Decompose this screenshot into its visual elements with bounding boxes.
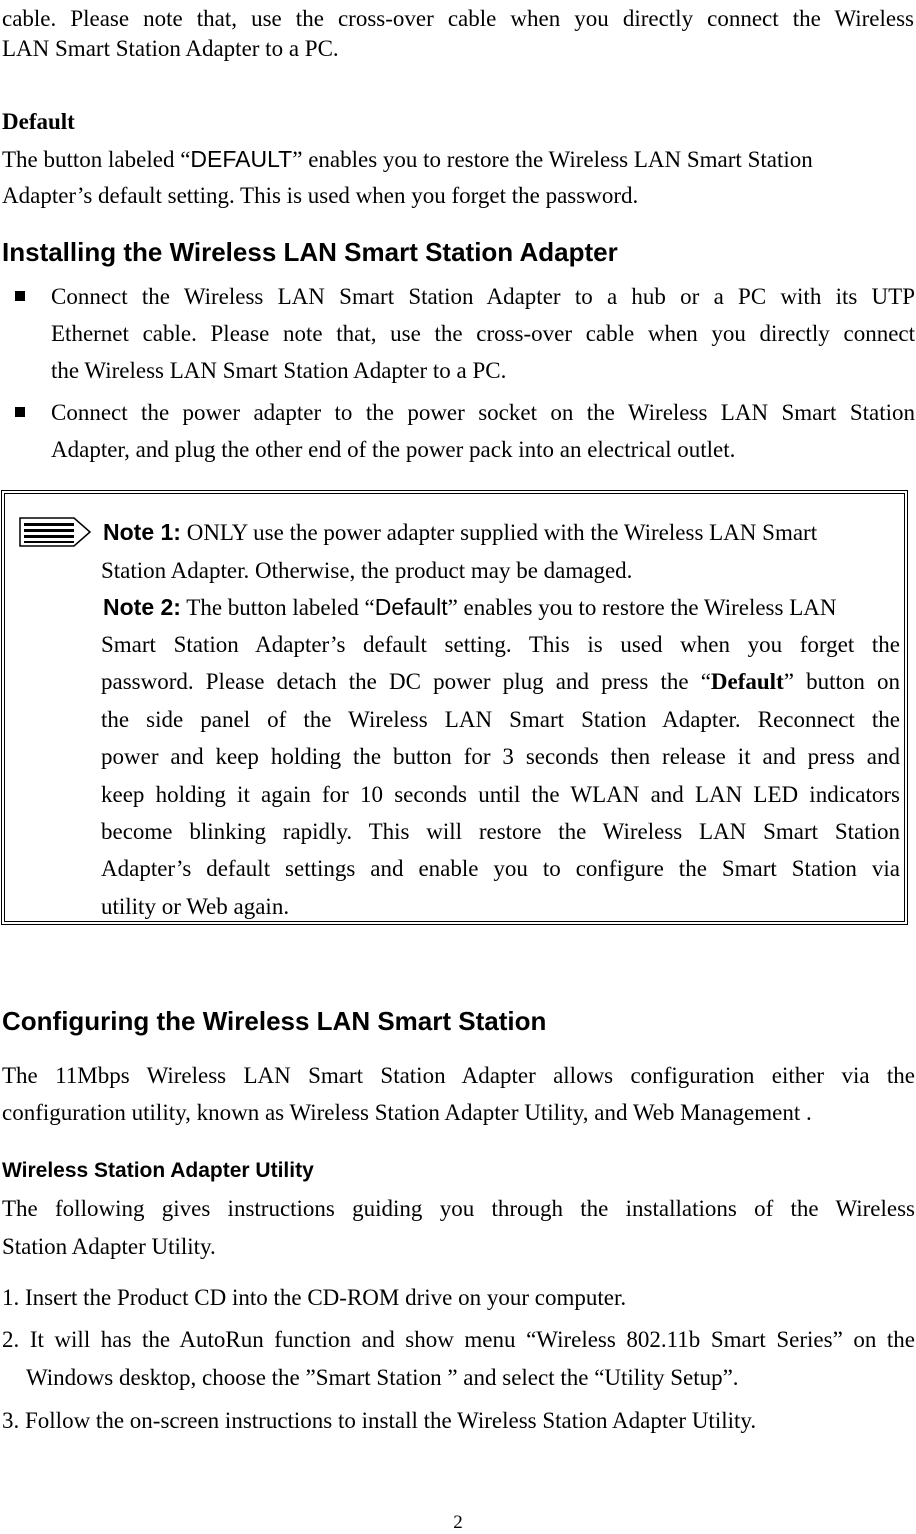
note-1-label: Note 1: — [103, 519, 181, 545]
configuring-line-1: The 11Mbps Wireless LAN Smart Station Adapter allows configuration either via the — [2, 1063, 915, 1088]
step-2-line-1: 2. It will has the AutoRun function and show menu “Wireless 802.11b Smart Series” on the — [2, 1327, 915, 1352]
bullet-2-line-1: Connect the power adapter to the power socket on the Wireless LAN Smart Station — [51, 400, 915, 425]
note-2-line-1-post: ” enables you to restore the Wireless LAN — [447, 595, 837, 620]
intro-line-1: cable. Please note that, use the cross-over cable when you directly connect the Wireless — [2, 6, 914, 31]
note-2-line-4: the side panel of the Wireless LAN Smart Station Adapter. Reconnect the — [101, 707, 900, 732]
note-2-line-3-bold: Default — [710, 669, 784, 694]
default-line-1 — [2, 145, 813, 174]
configuring-line-2: configuration utility, known as Wireless Station Adapter Utility, and Web Management . — [2, 1100, 812, 1125]
note-1-line-2: Station Adapter. Otherwise, the product may be damaged. — [101, 558, 633, 583]
note-1-text: ONLY use the power adapter supplied with the Wireless LAN Smart — [180, 520, 818, 545]
note-2-line-3-post: ” button on — [783, 669, 900, 694]
bullet-2-line-2: Adapter, and plug the other end of the power pack into an electrical outlet. — [51, 437, 736, 462]
bullet-icon — [15, 407, 25, 417]
note-2-line-3-pre: password. Please detach the DC power plug and press the “ — [101, 669, 711, 694]
note-2-line-5: power and keep holding the button for 3 seconds then release it and press and — [101, 744, 900, 769]
configuring-heading: Configuring the Wireless LAN Smart Station — [2, 1006, 547, 1036]
bullet-1-line-3: the Wireless LAN Smart Station Adapter to a PC. — [51, 358, 507, 383]
intro-line-2: LAN Smart Station Adapter to a PC. — [2, 36, 339, 61]
note-1-line-1 — [103, 518, 817, 547]
default-line-1-pre: The button labeled “ — [2, 147, 191, 172]
step-3: 3. Follow the on-screen instructions to install the Wireless Station Adapter Utility. — [2, 1408, 757, 1433]
utility-heading: Wireless Station Adapter Utility — [2, 1159, 314, 1182]
default-line-1-post: ” enables you to restore the Wireless LAN Smart Station — [292, 147, 813, 172]
note-arrow-icon — [18, 516, 92, 548]
note-2-line-8: Adapter’s default settings and enable you to configure the Smart Station via — [101, 856, 900, 881]
step-1: 1. Insert the Product CD into the CD-ROM drive on your computer. — [2, 1285, 627, 1310]
note-2-default-label: Default — [374, 594, 448, 620]
installing-heading: Installing the Wireless LAN Smart Station Adapter — [2, 237, 618, 267]
default-button-label: DEFAULT — [190, 146, 293, 172]
bullet-icon — [15, 291, 25, 301]
bullet-1-line-1: Connect the Wireless LAN Smart Station Adapter to a hub or a PC with its UTP — [51, 284, 915, 309]
note-2-line-7: become blinking rapidly. This will restore the Wireless LAN Smart Station — [101, 819, 900, 844]
note-2-line-6: keep holding it again for 10 seconds until the WLAN and LAN LED indicators — [101, 782, 900, 807]
note-2-line-3 — [101, 668, 900, 696]
note-2-line-1-pre: The button labeled “ — [180, 595, 375, 620]
default-line-2: Adapter’s default setting. This is used when you forget the password. — [2, 183, 639, 208]
utility-line-2: Station Adapter Utility. — [2, 1234, 216, 1259]
page-number: 2 — [453, 1512, 463, 1533]
note-2-line-1 — [103, 593, 836, 622]
note-2-line-2: Smart Station Adapter’s default setting. This is used when you forget the — [101, 632, 900, 657]
default-heading: Default — [2, 109, 75, 134]
step-2-line-2: Windows desktop, choose the ”Smart Station ” and select the “Utility Setup”. — [26, 1365, 739, 1390]
bullet-1-line-2: Ethernet cable. Please note that, use the cross-over cable when you directly connect — [51, 321, 915, 346]
utility-line-1: The following gives instructions guiding you through the installations of the Wireless — [2, 1196, 915, 1221]
note-2-label: Note 2: — [103, 594, 181, 620]
note-2-line-9: utility or Web again. — [101, 894, 290, 919]
